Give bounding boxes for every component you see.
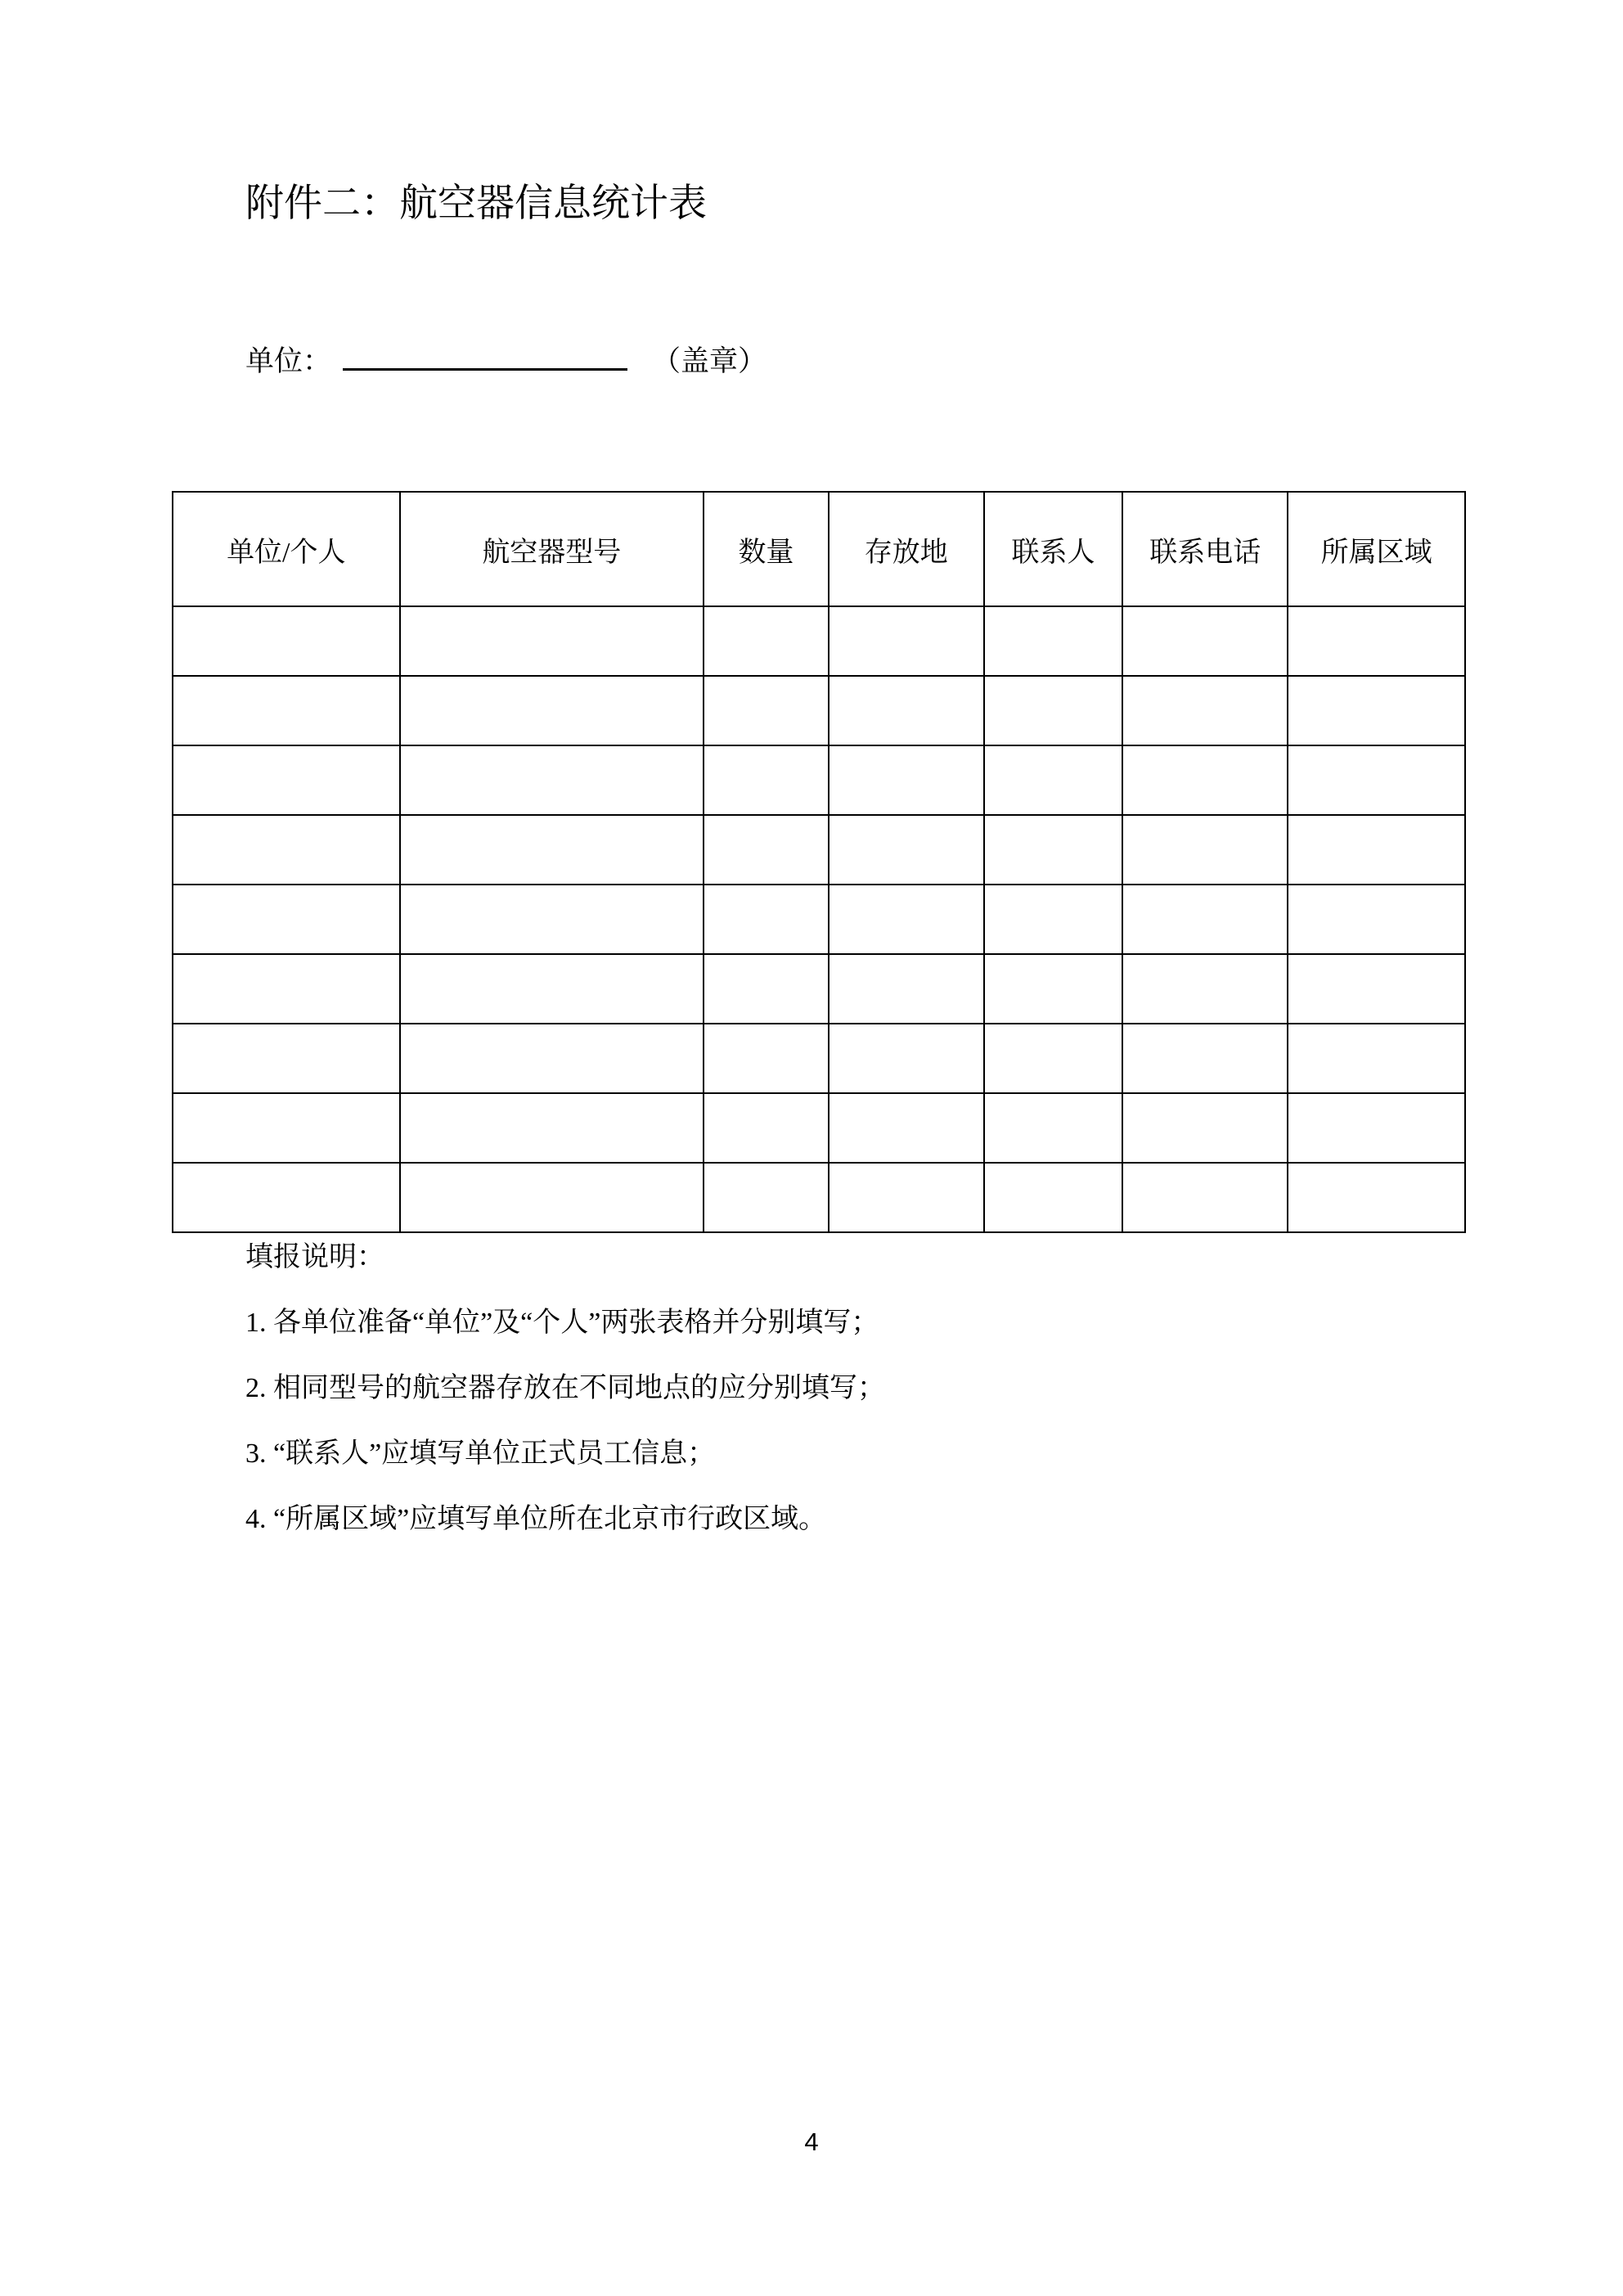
table-cell-empty [173,676,400,745]
table-cell-empty [1122,1163,1288,1232]
table-cell-empty [173,1093,400,1163]
table-cell-empty [704,606,829,676]
note-item: 2. 相同型号的航空器存放在不同地点的应分别填写； [245,1373,885,1403]
table-cell-empty [400,1093,704,1163]
table-cell-empty [984,885,1123,954]
page-title: 附件二：航空器信息统计表 [245,182,707,225]
table-row [173,954,1465,1024]
table-cell-empty [1122,606,1288,676]
unit-seal-line [245,337,767,380]
table-cell-empty [704,885,829,954]
table-cell-empty [704,676,829,745]
table-cell-empty [984,815,1123,885]
table-cell-empty [1122,1093,1288,1163]
table-cell-empty [984,1024,1123,1093]
table-cell-empty [829,1093,984,1163]
table-header-row [173,492,1465,606]
table-cell-empty [1288,1163,1465,1232]
table-cell-empty [829,1024,984,1093]
column-header: 航空器型号 [400,492,704,606]
notes-heading: 填报说明： [245,1242,384,1272]
table-cell-empty [984,1093,1123,1163]
table-cell-empty [1288,954,1465,1024]
table-cell-empty [173,1024,400,1093]
note-item: 1. 各单位准备“单位”及“个人”两张表格并分别填写； [245,1308,879,1338]
column-header: 存放地 [829,492,984,606]
table-body [173,606,1465,1232]
table-cell-empty [829,676,984,745]
table-cell-empty [1288,745,1465,815]
note-item: 4. “所属区域”应填写单位所在北京市行政区域。 [245,1504,827,1534]
table-cell-empty [1288,1024,1465,1093]
seal-label: （盖章） [652,345,767,377]
notes-list [245,1305,1391,1537]
table-cell-empty [984,745,1123,815]
table-cell-empty [400,606,704,676]
unit-blank-field [343,337,627,371]
table-cell-empty [173,815,400,885]
table-cell-empty [173,954,400,1024]
table-cell-empty [400,885,704,954]
table-cell-empty [173,745,400,815]
table-cell-empty [984,954,1123,1024]
column-header: 联系电话 [1122,492,1288,606]
column-header: 数量 [704,492,829,606]
table-row [173,1163,1465,1232]
table-cell-empty [400,676,704,745]
table-cell-empty [704,954,829,1024]
table-row [173,745,1465,815]
aircraft-info-table [172,491,1466,1233]
table-cell-empty [173,885,400,954]
table-row [173,606,1465,676]
table-cell-empty [704,1024,829,1093]
note-item: 3. “联系人”应填写单位正式员工信息； [245,1438,716,1469]
notes-section [245,1240,1391,1537]
table-cell-empty [984,676,1123,745]
table-cell-empty [1122,676,1288,745]
page-number: 4 [804,2127,819,2156]
table-cell-empty [400,745,704,815]
table-row [173,1093,1465,1163]
table-cell-empty [984,606,1123,676]
table-cell-empty [1288,1093,1465,1163]
column-header: 所属区域 [1288,492,1465,606]
table-row [173,885,1465,954]
table-cell-empty [1288,885,1465,954]
table-cell-empty [829,815,984,885]
table-cell-empty [829,1163,984,1232]
table-cell-empty [1288,606,1465,676]
table-cell-empty [829,745,984,815]
table-cell-empty [1288,676,1465,745]
table-cell-empty [173,606,400,676]
table-cell-empty [400,1163,704,1232]
table-row [173,815,1465,885]
table-cell-empty [829,885,984,954]
table-cell-empty [704,1163,829,1232]
table-cell-empty [1122,885,1288,954]
table-row [173,676,1465,745]
table-cell-empty [173,1163,400,1232]
table-cell-empty [1288,815,1465,885]
table-cell-empty [400,954,704,1024]
table-cell-empty [704,745,829,815]
table-cell-empty [1122,1024,1288,1093]
unit-label: 单位： [245,345,332,377]
table-cell-empty [1122,815,1288,885]
table-cell-empty [704,1093,829,1163]
column-header: 单位/个人 [173,492,400,606]
table-cell-empty [704,815,829,885]
table-cell-empty [400,1024,704,1093]
column-header: 联系人 [984,492,1123,606]
table-cell-empty [1122,745,1288,815]
table-cell-empty [400,815,704,885]
table-cell-empty [829,954,984,1024]
table-row [173,1024,1465,1093]
table-cell-empty [1122,954,1288,1024]
table-cell-empty [829,606,984,676]
table-cell-empty [984,1163,1123,1232]
